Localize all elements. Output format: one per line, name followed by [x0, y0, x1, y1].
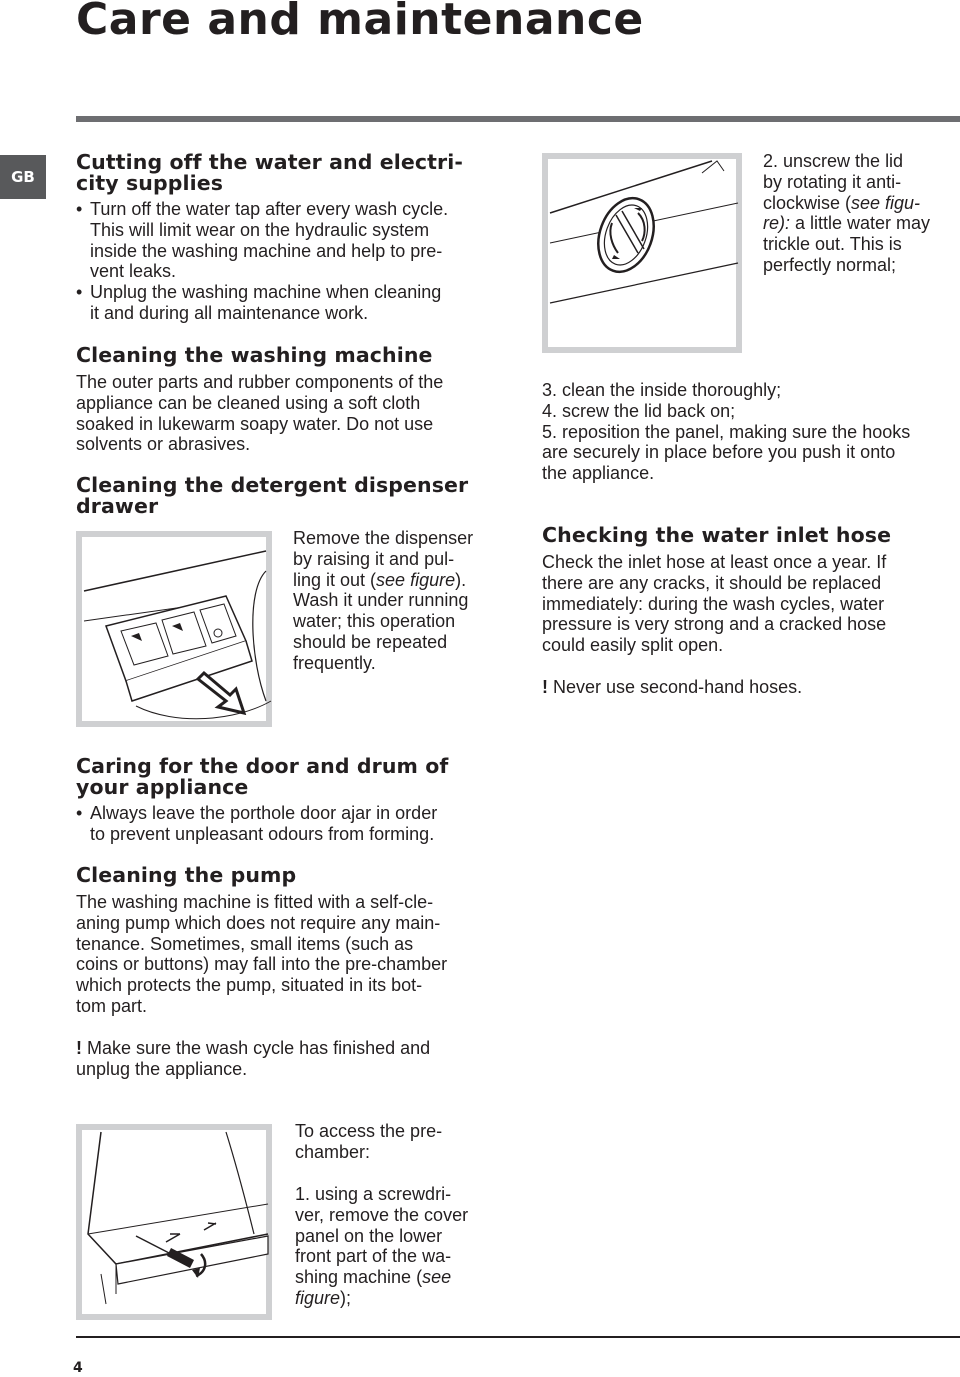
bullet-text: Turn off the water tap after every wash cycle. This will limit wear on the hydraulic system inside the washing machine and help to pre- vent leaks.: [90, 199, 449, 282]
pump-lid-illustration: [542, 153, 742, 353]
pump-text: The washing machine is fitted with a self-cle- aning pump which does not require any main- tenance. Sometimes, small items (such as coins or buttons) may fall into the pre-chamber which protects the pump, situated in its bot- tom part.: [76, 892, 448, 1016]
inlet-hose-warning-text: Never use second-hand hoses.: [548, 676, 803, 697]
dispenser-instructions: [293, 528, 508, 674]
dispenser-drawer-illustration: [76, 531, 272, 727]
section-cleaning-drawer: [76, 475, 506, 517]
bullet-text: Always leave the porthole door ajar in order to prevent unpleasant odours from forming.: [90, 803, 438, 844]
page-number: 4: [73, 1360, 83, 1376]
heading-cleaning-drawer: Cleaning the detergent dispenser drawer: [76, 473, 469, 518]
dispenser-text-b: ). Wash it under running water; this operation should be repeated frequently.: [293, 569, 469, 673]
pump-warning: [76, 1038, 506, 1080]
steps-3-5: 3. clean the inside thoroughly; 4. screw the lid back on; 5. reposition the panel, making sure the hooks are securely in place before you push it onto the appliance.: [542, 380, 911, 484]
cover-panel-figure: [76, 1124, 272, 1320]
bullet-dot: •: [76, 803, 83, 823]
prechamber-step1: [295, 1184, 510, 1309]
step2-text-italic: see figu- re):: [763, 192, 921, 234]
section-cutting-off: [76, 152, 496, 324]
dispenser-drawer-figure: [76, 531, 272, 727]
bottom-rule: [76, 1336, 960, 1338]
list-item: [76, 199, 496, 282]
step2-text-b: a little water may trickle out. This is perfectly normal;: [763, 213, 931, 275]
section-inlet-hose: [542, 525, 960, 698]
dispenser-text-italic: see figure: [376, 569, 456, 590]
bullet-dot: •: [76, 282, 83, 303]
pump-warning-text: Make sure the wash cycle has finished and unplug the appliance.: [76, 1037, 431, 1079]
step2-text: [763, 151, 960, 276]
heading-door-drum: Caring for the door and drum of your appliance: [76, 754, 449, 799]
page-title: Care and maintenance: [76, 0, 644, 45]
list-item: [76, 803, 506, 845]
step1-text-italic: see figure: [295, 1267, 452, 1308]
step1-text-a: 1. using a screwdri- ver, remove the cover panel on the lower front part of the wa- shing machine (: [295, 1184, 469, 1288]
inlet-hose-text: Check the inlet hose at least once a year. If there are any cracks, it should be replaced immediately: during the wash cycles, water pressure is very strong and a cracked hose could easily split open.: [542, 552, 887, 656]
heading-inlet-hose: Checking the water inlet hose: [542, 523, 892, 547]
step2-text-a: 2. unscrew the lid by rotating it anti- clockwise (: [763, 151, 904, 213]
pump-lid-figure: [542, 153, 742, 353]
prechamber-intro: To access the pre- chamber:: [295, 1121, 443, 1162]
language-tab: GB: [0, 155, 46, 199]
section-door-drum: [76, 756, 506, 845]
warning-mark: !: [76, 1037, 82, 1058]
bullet-dot: •: [76, 199, 83, 219]
heading-cleaning-machine: Cleaning the washing machine: [76, 343, 433, 367]
warning-mark: !: [542, 676, 548, 697]
list-item: [76, 282, 496, 324]
step1-text-b: );: [340, 1287, 352, 1308]
section-cleaning-machine: [76, 345, 506, 455]
heading-cleaning-pump: Cleaning the pump: [76, 863, 297, 887]
title-rule: [76, 116, 960, 122]
cover-panel-illustration: [76, 1124, 272, 1320]
bullet-text: Unplug the washing machine when cleaning it and during all maintenance work.: [90, 282, 442, 323]
section-cleaning-pump: [76, 865, 506, 1079]
inlet-hose-warning: [542, 677, 960, 698]
dispenser-text-a: Remove the dispenser by raising it and pul- ling it out (: [293, 528, 474, 590]
heading-cutting-off: Cutting off the water and electri- city supplies: [76, 150, 463, 195]
cleaning-machine-text: The outer parts and rubber components of the appliance can be cleaned using a soft cloth soaked in lukewarm soapy water. Do not use solvents or abrasives.: [76, 372, 444, 455]
